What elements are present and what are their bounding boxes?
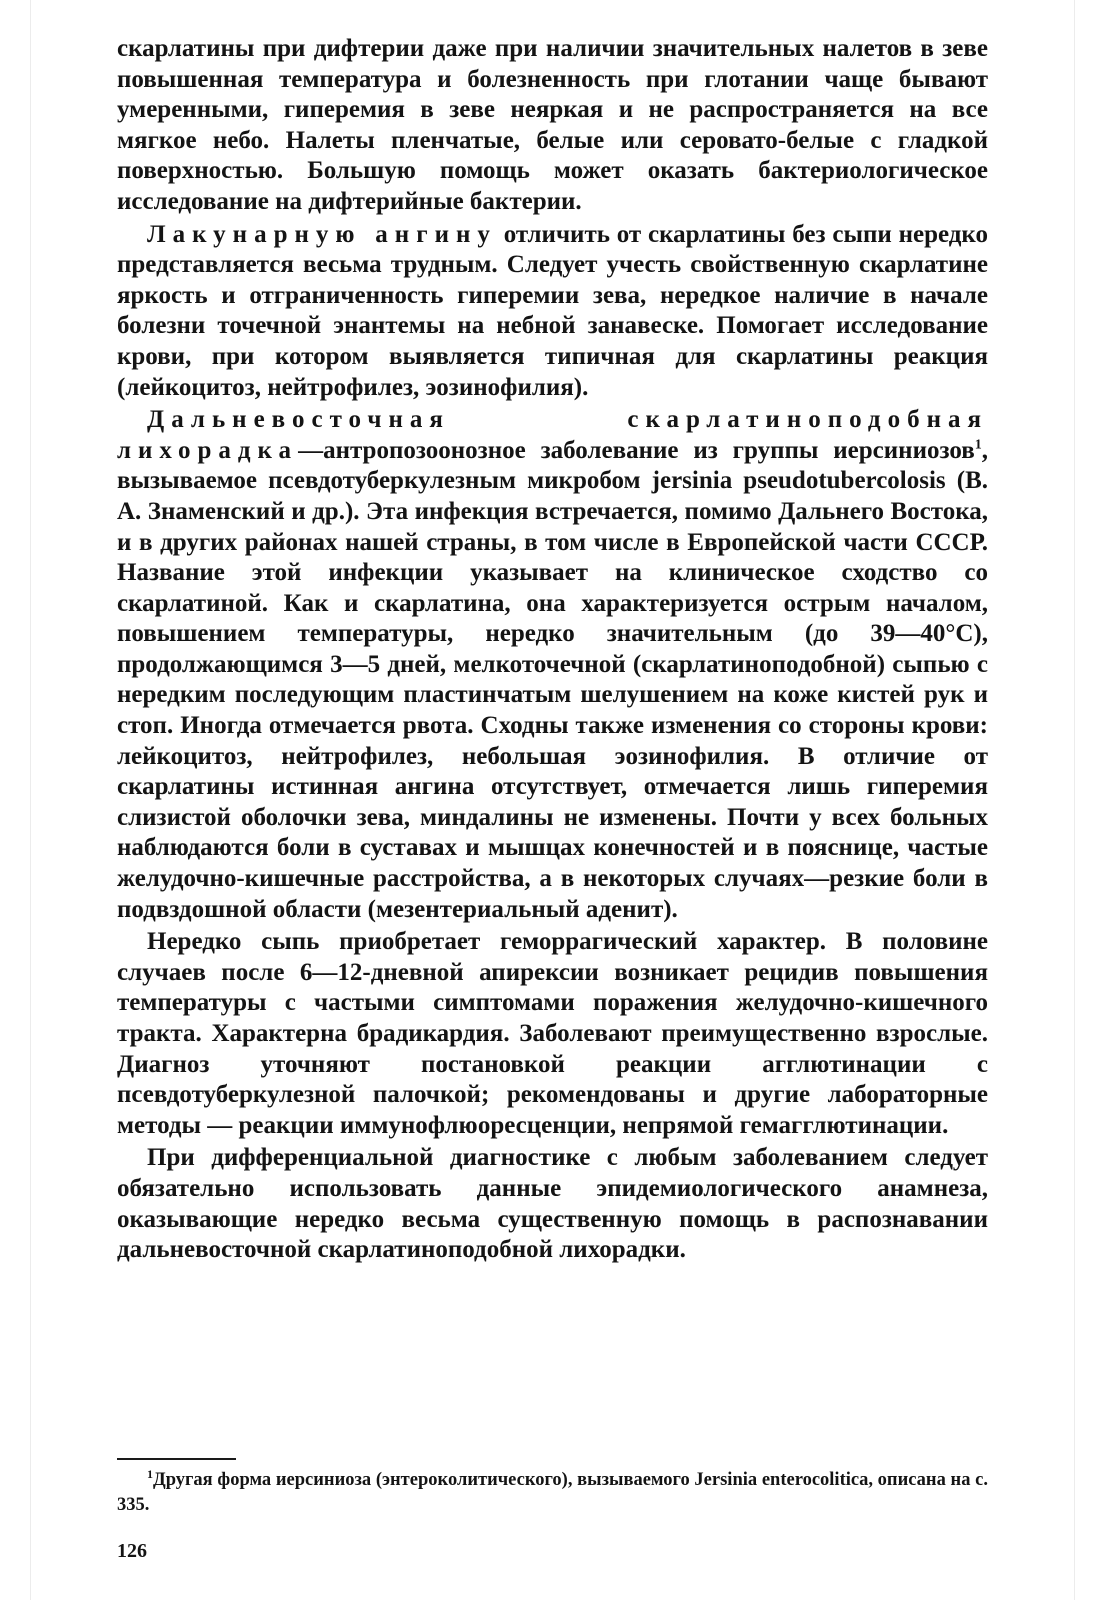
paragraph-5 xyxy=(117,1143,988,1265)
paragraph-3 xyxy=(117,405,988,925)
footnote-divider xyxy=(117,1458,236,1460)
paragraph-3-text-before-note: —антропозоонозное заболевание из группы иерсиниозов xyxy=(298,436,975,464)
page-number: 126 xyxy=(117,1540,147,1562)
paragraph-3-lead: Дальневосточная скарлатиноподобная лихорадка xyxy=(117,406,988,464)
footnote xyxy=(117,1462,988,1518)
paragraph-1 xyxy=(117,34,988,218)
paragraph-1-text: скарлатины при дифтерии даже при наличии значительных налетов в зеве повышенная температура и болезненность при глотании чаще бывают умеренными, гиперемия в зеве неяркая и не распространяется на все мягкое небо. Налеты пленчатые, белые или серовато-белые с гладкой поверхностью. Большую помощь может оказать бактериологическое исследование на дифтерийные бактерии. xyxy=(117,35,988,215)
page-edge-right xyxy=(1074,0,1075,1600)
paragraph-5-text: При дифференциальной диагностике с любым заболеванием следует обязательно использовать данные эпидемиологического анамнеза, оказывающие нередко весьма существенную помощь в распознавании дальневосточной скарлатиноподобной лихорадки. xyxy=(117,1144,988,1264)
page-edge-left xyxy=(30,0,31,1600)
paragraph-2-lead: Лакунарную ангину xyxy=(147,220,497,248)
footnote-mark: 1 xyxy=(147,1467,153,1481)
paragraph-2 xyxy=(117,220,988,404)
paragraph-4 xyxy=(117,927,988,1141)
footnote-text: Другая форма иерсиниоза (энтероколитического), вызываемого Jersinia enterocolitica, описана на с. 335. xyxy=(117,1470,988,1516)
footnote-reference: 1 xyxy=(974,437,982,453)
paragraph-3-text: , вызываемое псевдотуберкулезным микробом jersinia pseudotubercolosis (В. А. Знаменский и др.). Эта инфекция встречается, помимо Дальнего Востока, и в других районах нашей страны, в том числе в Европейской части СССР. Название этой инфекции указывает на клиническое сходство со скарлатиной. Как и скарлатина, она характеризуется острым началом, повышением температуры, нередко значительным (до 39—40°C), продолжающимся 3—5 дней, мелкоточечной (скарлатиноподобной) сыпью с нередким последующим пластинчатым шелушением на коже кистей рук и стоп. Иногда отмечается рвота. Сходны также изменения со стороны крови: лейкоцитоз, нейтрофилез, небольшая эозинофилия. В отличие от скарлатины истинная ангина отсутствует, отмечается лишь гиперемия слизистой оболочки зева, миндалины не изменены. Почти у всех больных наблюдаются боли в суставах и мышцах конечностей и в пояснице, частые желудочно-кишечные расстройства, а в некоторых случаях—резкие боли в подвздошной области (мезентериальный аденит). xyxy=(117,436,988,923)
paragraph-4-text: Нередко сыпь приобретает геморрагический характер. В половине случаев после 6—12-дневной апирексии возникает рецидив повышения температуры с частыми симптомами поражения желудочно-кишечного тракта. Характерна брадикардия. Заболевают преимущественно взрослые. Диагноз уточняют постановкой реакции агглютинации с псевдотуберкулезной палочкой; рекомендованы и другие лабораторные методы — реакции иммунофлюоресценции, непрямой гемагглютинации. xyxy=(117,928,988,1139)
body-text xyxy=(117,34,988,1266)
paragraph-2-text: отличить от скарлатины без сыпи нередко представляется весьма трудным. Следует учесть свойственную скарлатине яркость и отграниченность гиперемии зева, нередкое наличие в начале болезни точечной энантемы на небной занавеске. Помогает исследование крови, при котором выявляется типичная для скарлатины реакция (лейкоцитоз, нейтрофилез, эозинофилия). xyxy=(117,220,988,401)
